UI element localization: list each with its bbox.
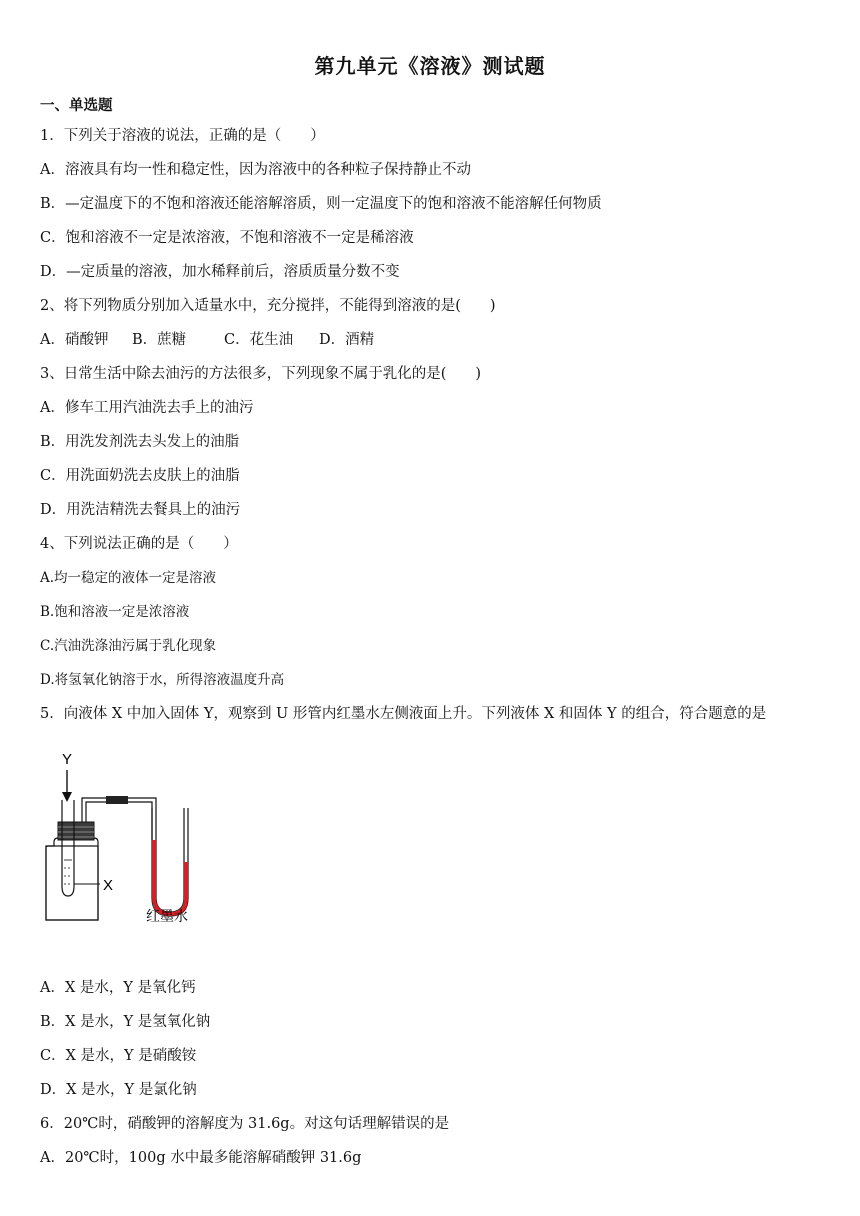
- question-1-option-a: A．溶液具有均一性和稳定性，因为溶液中的各种粒子保持静止不动: [40, 162, 471, 178]
- question-1-stem: 1．下列关于溶液的说法，正确的是（ ）: [40, 128, 325, 144]
- test-tube: [62, 800, 74, 896]
- section-heading: 一、单选题: [40, 98, 113, 114]
- tube-connector: [106, 796, 128, 804]
- question-4-option-b: B.饱和溶液一定是浓溶液: [40, 604, 190, 620]
- question-1-option-c: C．饱和溶液不一定是浓溶液，不饱和溶液不一定是稀溶液: [40, 230, 414, 246]
- question-3-option-c: C．用洗面奶洗去皮肤上的油脂: [40, 468, 240, 484]
- question-3-option-b: B．用洗发剂洗去头发上的油脂: [40, 434, 240, 450]
- question-2-option-c: C．花生油: [224, 332, 294, 348]
- question-2-options: [40, 330, 374, 350]
- question-4-stem: 4、下列说法正确的是（ ）: [40, 536, 238, 552]
- question-4-option-a: A.均一稳定的液体一定是溶液: [40, 570, 217, 586]
- question-2-stem: 2、将下列物质分别加入适量水中，充分搅拌，不能得到溶液的是( ): [40, 298, 496, 314]
- label-x: X: [103, 877, 114, 894]
- arrow-head: [62, 792, 72, 802]
- question-3-option-a: A．修车工用汽油洗去手上的油污: [40, 400, 254, 416]
- question-3-option-d: D．用洗洁精洗去餐具上的油污: [40, 502, 241, 518]
- question-3-stem: 3、日常生活中除去油污的方法很多，下列现象不属于乳化的是( ): [40, 366, 482, 382]
- question-5-stem: 5．向液体 X 中加入固体 Y，观察到 U 形管内红墨水左侧液面上升。下列液体 X 和固体 Y 的组合，符合题意的是: [40, 706, 767, 722]
- question-4-option-d: D.将氢氧化钠溶于水，所得溶液温度升高: [40, 672, 285, 688]
- page-title: 第九单元《溶液》测试题: [314, 54, 546, 78]
- question-4-option-c: C.汽油洗涤油污属于乳化现象: [40, 638, 217, 654]
- question-2-option-a: A．硝酸钾: [40, 332, 109, 348]
- question-5-option-c: C．X 是水，Y 是硝酸铵: [40, 1048, 197, 1064]
- question-5-option-b: B．X 是水，Y 是氢氧化钠: [40, 1014, 211, 1030]
- question-1-option-b: B．—定温度下的不饱和溶液还能溶解溶质，则一定温度下的饱和溶液不能溶解任何物质: [40, 196, 602, 212]
- flask-body: [46, 846, 98, 920]
- question-6-stem: 6．20℃时，硝酸钾的溶解度为 31.6g。对这句话理解错误的是: [40, 1116, 450, 1132]
- question-6-option-a: A．20℃时，100g 水中最多能溶解硝酸钾 31.6g: [40, 1150, 362, 1166]
- question-5-option-d: D．X 是水，Y 是氯化钠: [40, 1082, 197, 1098]
- u-tube: [152, 808, 188, 916]
- question-2-option-b: B．蔗糖: [132, 332, 187, 348]
- question-5-option-a: A．X 是水，Y 是氧化钙: [40, 980, 196, 996]
- question-2-option-d: D．酒精: [319, 332, 375, 348]
- apparatus-diagram: [40, 748, 210, 926]
- label-y: Y: [62, 751, 73, 768]
- caption-red-ink: 红墨水: [146, 909, 188, 925]
- flask: [46, 830, 98, 920]
- question-1-option-d: D．—定质量的溶液，加水稀释前后，溶质质量分数不变: [40, 264, 400, 280]
